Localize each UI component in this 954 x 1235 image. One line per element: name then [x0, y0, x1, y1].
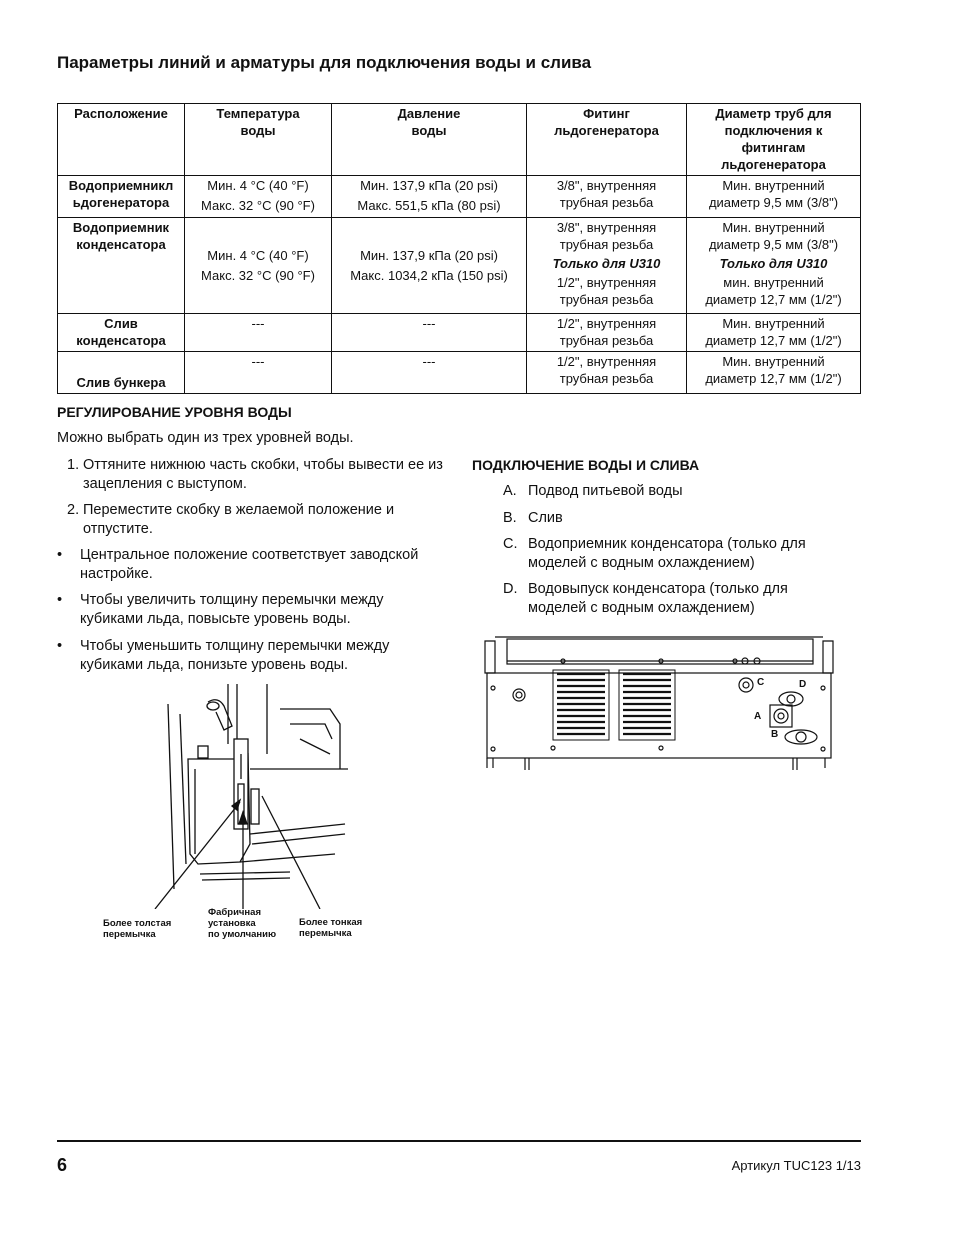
- cell-fitting: 3/8", внутренняя трубная резьба Только для U310 1/2", внутренняя трубная резьба: [527, 218, 687, 314]
- water-level-bracket-illustration: [140, 684, 365, 909]
- bullet-icon: •: [57, 638, 63, 654]
- cell-temperature: ---: [185, 314, 332, 352]
- caption-thinner: Более тонкая перемычка: [299, 917, 363, 939]
- cell-diameter: Мин. внутренний диаметр 12,7 мм (1/2"): [687, 314, 861, 352]
- rear-label-c: C: [757, 677, 765, 688]
- table-row: [58, 314, 861, 352]
- step-text: Переместите скобку в желаемой положение и отпустите.: [83, 502, 395, 537]
- step-number: 2.: [67, 502, 80, 518]
- rear-label-a: A: [754, 711, 762, 722]
- cell-pressure: Мин. 137,9 кПа (20 psi) Макс. 551,5 кПа (80 psi): [332, 176, 527, 218]
- cell-fitting: 1/2", внутренняя трубная резьба: [527, 352, 687, 394]
- bullet-icon: •: [57, 592, 63, 608]
- rear-label-d: D: [799, 679, 807, 690]
- page-number: 6: [57, 1155, 68, 1175]
- connection-heading: ПОДКЛЮЧЕНИЕ ВОДЫ И СЛИВА: [472, 457, 700, 473]
- cell-temperature: Мин. 4 °C (40 °F) Макс. 32 °C (90 °F): [185, 218, 332, 314]
- article-number: Артикул TUC123 1/13: [731, 1158, 861, 1173]
- cell-fitting: 1/2", внутренняя трубная резьба: [527, 314, 687, 352]
- table-row: [58, 218, 861, 314]
- parameters-table: [57, 103, 861, 394]
- cell-pressure: Мин. 137,9 кПа (20 psi) Макс. 1034,2 кПа (150 psi): [332, 218, 527, 314]
- cell-fitting: 3/8", внутренняя трубная резьба: [527, 176, 687, 218]
- header-diameter: Диаметр труб для подключения к фитингам льдогенератора: [687, 104, 861, 176]
- table-row: [58, 352, 861, 394]
- step-text: Оттяните нижнюю часть скобки, чтобы вывести ее из зацепления с выступом.: [83, 457, 443, 492]
- bullet-text: Чтобы увеличить толщину перемычки между кубиками льда, повысьте уровень воды.: [80, 592, 384, 627]
- header-temperature: Температура воды: [185, 104, 332, 176]
- footer-rule: [57, 1140, 861, 1142]
- rear-label-b: B: [771, 729, 779, 740]
- cell-diameter: Мин. внутренний диаметр 12,7 мм (1/2"): [687, 352, 861, 394]
- water-level-intro: Можно выбрать один из трех уровней воды.: [57, 430, 354, 446]
- cell-diameter: Мин. внутренний диаметр 9,5 мм (3/8"): [687, 176, 861, 218]
- cell-temperature: ---: [185, 352, 332, 394]
- cell-location: Водоприемникл ьдогенератора: [58, 176, 185, 218]
- caption-factory: Фабричная установка по умолчанию: [208, 907, 277, 940]
- caption-thicker: Более толстая перемычка: [103, 918, 172, 940]
- header-location: Расположение: [58, 104, 185, 176]
- cell-diameter: Мин. внутренний диаметр 9,5 мм (3/8") Только для U310 мин. внутренний диаметр 12,7 мм (1/2"): [687, 218, 861, 314]
- header-fitting: Фитинг льдогенератора: [527, 104, 687, 176]
- table-header-row: [58, 104, 861, 176]
- step-number: 1.: [67, 457, 80, 473]
- cell-location: Водоприемник конденсатора: [58, 218, 185, 314]
- bullet-text: Центральное положение соответствует заводской настройке.: [80, 547, 419, 582]
- cell-temperature: Мин. 4 °C (40 °F) Макс. 32 °C (90 °F): [185, 176, 332, 218]
- cell-location: Слив конденсатора: [58, 314, 185, 352]
- bullet-icon: •: [57, 547, 63, 563]
- cell-pressure: ---: [332, 314, 527, 352]
- cell-pressure: ---: [332, 352, 527, 394]
- cell-location: Слив бункера: [58, 352, 185, 394]
- water-level-heading: РЕГУЛИРОВАНИЕ УРОВНЯ ВОДЫ: [57, 404, 292, 420]
- page-title: Параметры линий и арматуры для подключения воды и слива: [57, 53, 592, 72]
- rear-panel-illustration: [483, 633, 843, 773]
- table-row: [58, 176, 861, 218]
- header-pressure: Давление воды: [332, 104, 527, 176]
- bullet-text: Чтобы уменьшить толщину перемычки между кубиками льда, понизьте уровень воды.: [80, 638, 390, 673]
